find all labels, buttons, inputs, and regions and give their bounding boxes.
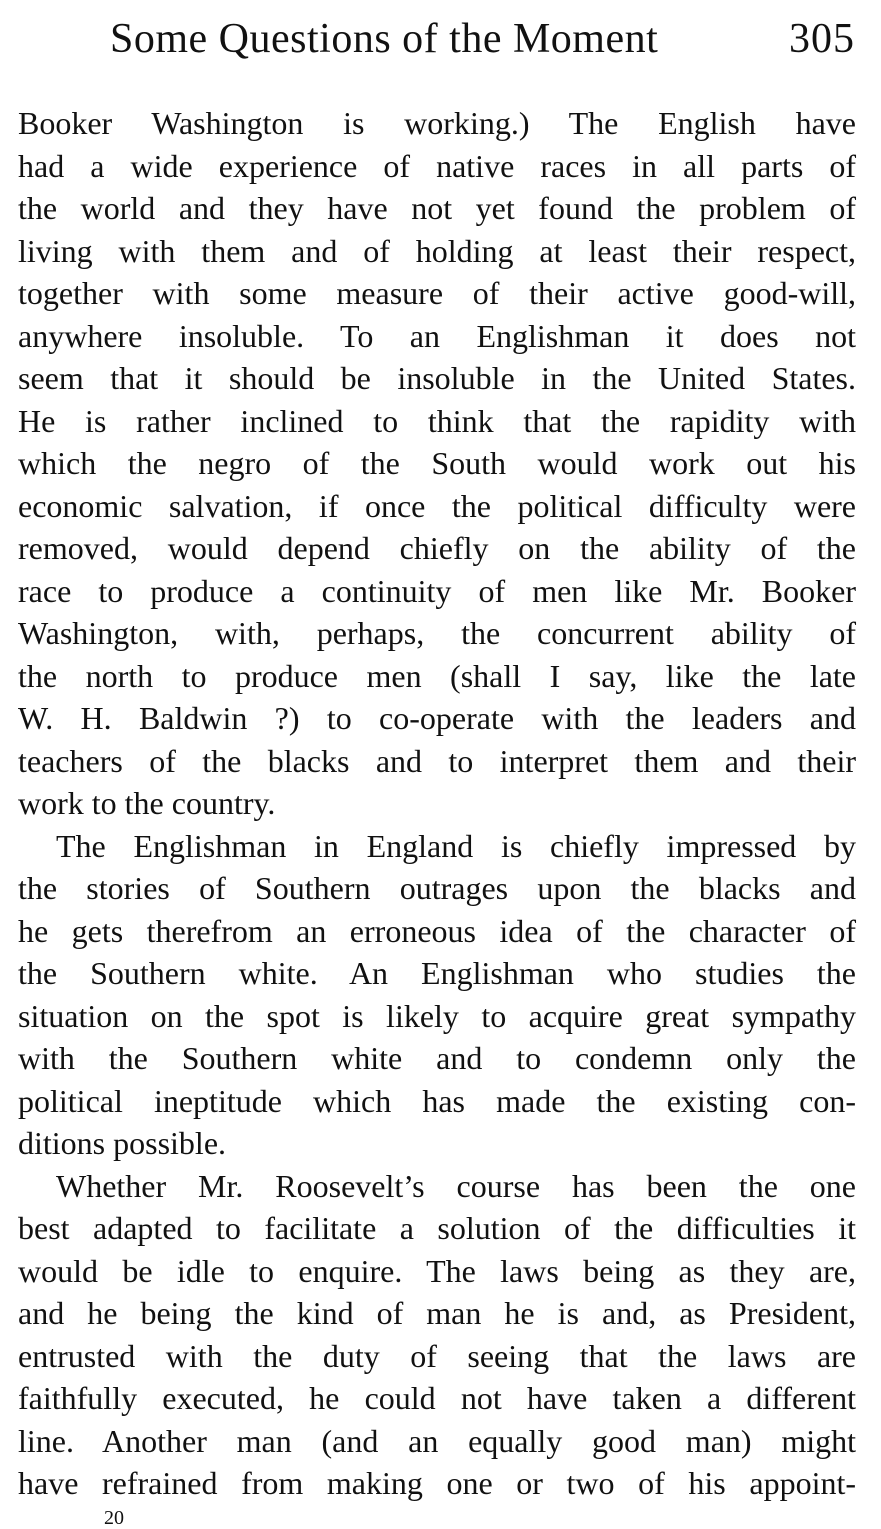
text-line: the north to produce men (shall I say, like the late bbox=[18, 657, 856, 694]
paragraph-first-line: Whether Mr. Roosevelt’s course has been the one bbox=[56, 1167, 856, 1204]
text-line: teachers of the blacks and to interpret them and their bbox=[18, 742, 856, 779]
text-line: best adapted to facilitate a solution of the difficulties it bbox=[18, 1210, 856, 1246]
text-line: had a wide experience of native races in all parts of bbox=[18, 147, 856, 184]
text-line: entrusted with the duty of seeing that the laws are bbox=[18, 1337, 856, 1374]
text-line: faithfully executed, he could not have taken a different bbox=[18, 1380, 856, 1416]
text-line: together with some measure of their active good-will, bbox=[18, 275, 856, 311]
text-line: and he being the kind of man he is and, as President, bbox=[18, 1295, 856, 1331]
text-line: line. Another man (and an equally good man) might bbox=[18, 1422, 856, 1459]
text-line: anywhere insoluble. To an Englishman it does not bbox=[18, 317, 856, 354]
text-line: would be idle to enquire. The laws being as they are, bbox=[18, 1252, 856, 1289]
paragraph-end-line: ditions possible. bbox=[18, 1125, 227, 1161]
text-line: Booker Washington is working.) The English have bbox=[18, 105, 856, 141]
text-line: removed, would depend chiefly on the ability of the bbox=[18, 530, 856, 566]
text-line: He is rather inclined to think that the rapidity with bbox=[18, 402, 856, 439]
text-line: the world and they have not yet found the problem of bbox=[18, 190, 856, 226]
text-line: political ineptitude which has made the existing con- bbox=[18, 1082, 856, 1119]
running-head-title: Some Questions of the Moment bbox=[110, 16, 659, 62]
signature-mark: 20 bbox=[104, 1507, 124, 1529]
paragraph-first-line: The Englishman in England is chiefly impressed by bbox=[56, 827, 856, 864]
text-line: situation on the spot is likely to acquire great sympathy bbox=[18, 997, 856, 1034]
text-line: race to produce a continuity of men like Mr. Booker bbox=[18, 572, 856, 609]
text-line: W. H. Baldwin ?) to co-operate with the leaders and bbox=[18, 700, 856, 736]
paragraph-end-line: work to the country. bbox=[18, 785, 276, 821]
text-line: the Southern white. An Englishman who studies the bbox=[18, 955, 856, 991]
text-line: economic salvation, if once the political difficulty were bbox=[18, 487, 856, 524]
text-line: seem that it should be insoluble in the United States. bbox=[18, 360, 856, 396]
text-line: have refrained from making one or two of his appoint- bbox=[18, 1465, 856, 1501]
text-line: which the negro of the South would work out his bbox=[18, 445, 856, 481]
text-line: the stories of Southern outrages upon the blacks and bbox=[18, 870, 856, 906]
text-line: living with them and of holding at least their respect, bbox=[18, 232, 856, 269]
page-number: 305 bbox=[789, 16, 855, 62]
text-line: Washington, with, perhaps, the concurrent ability of bbox=[18, 615, 856, 651]
running-head bbox=[110, 14, 855, 64]
text-line: he gets therefrom an erroneous idea of the character of bbox=[18, 912, 856, 949]
body-text bbox=[18, 102, 856, 1505]
text-line: with the Southern white and to condemn only the bbox=[18, 1040, 856, 1076]
